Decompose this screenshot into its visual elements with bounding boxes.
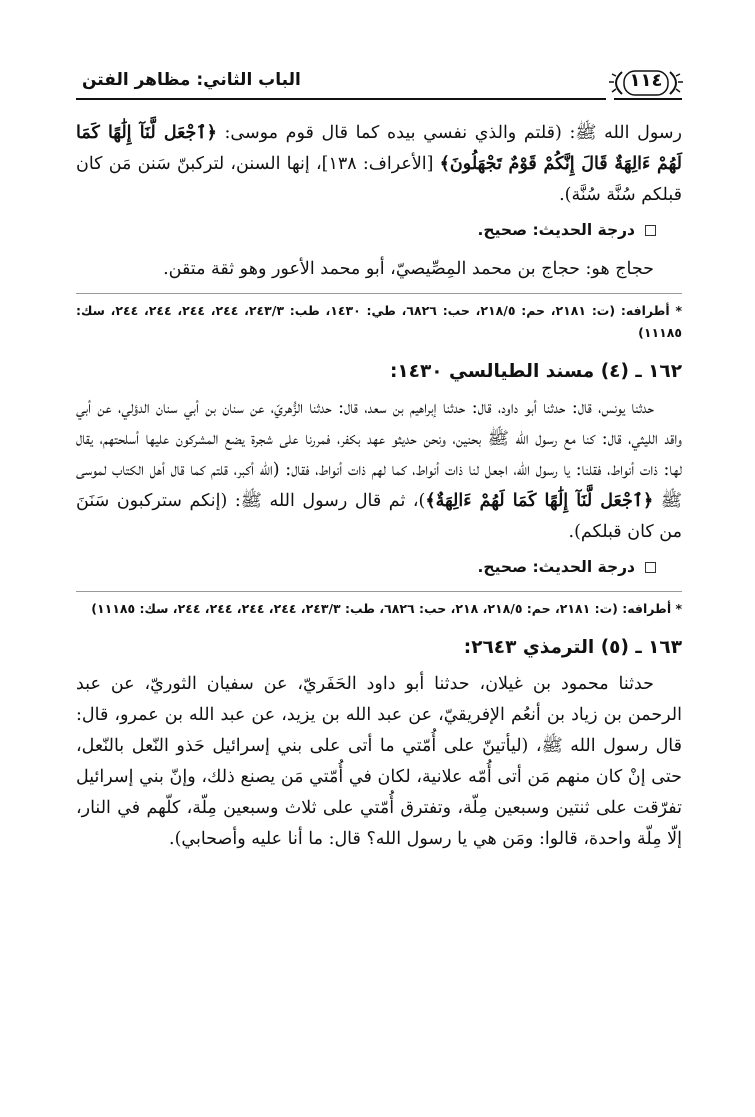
hadith-text	[76, 393, 682, 548]
quran-verse: ﴿ٱجْعَل لَّنَآ إِلَٰهًا كَمَا لَهُمْ ءَالِهَةٌ قَالَ إِنَّكُمْ قَوْمٌ تَجْهَلُونَ﴾	[76, 123, 683, 174]
square-bullet-icon	[645, 562, 656, 573]
hadith-text: حدثنا محمود بن غيلان، حدثنا أبو داود الحَفَريّ، عن سفيان الثوريّ، عن عبد الرحمن بن زياد بن أنعُم الإفريقيّ، عن عبد الله بن يزيد، عن عبد الله بن عمرو، قال: قال رسول الله ﷺ، (ليأتينّ على أُمّتي ما أتى على بني إسرائيل حَذو النّعل بالنّعل، حتى إنْ كان منهم مَن أتى أُمّه علانية، لكان في أُمّتي مَن يصنع ذلك، وإنّ بني إسرائيل تفرّقت على ثنتين وسبعين مِلّة، وتفترق أُمّتي على ثلاث وسبعين مِلّة، كلّهم في النار، إلّا مِلّة واحدة، قالوا: ومَن هي يا رسول الله؟ قال: ما أنا عليه وأصحابي).	[76, 674, 682, 849]
hadith-heading: ١٦٢ ـ (٤) مسند الطيالسي ١٤٣٠:	[389, 361, 682, 382]
hadith-grade	[76, 552, 682, 583]
continuation-text: رسول الله ﷺ: (قلتم والذي نفسي بيده كما قال قوم موسى:	[216, 123, 682, 143]
grade-text: درجة الحديث: صحيح.	[477, 221, 635, 239]
header-rule	[76, 98, 606, 100]
continuation-text-end: [الأعراف: ١٣٨]، إنها السنن، لتركبنّ سَنن مَن كان قبلكم سُنَّة سُنَّة).	[76, 154, 682, 205]
square-bullet-icon	[645, 225, 656, 236]
hadith-heading: ١٦٣ ـ (٥) الترمذي ٢٦٤٣:	[463, 637, 682, 658]
grade-text: درجة الحديث: صحيح.	[477, 558, 635, 576]
quran-verse: ﴿ٱجْعَل لَّنَآ إِلَٰهًا كَمَا لَهُمْ ءَالِهَةٌ﴾	[425, 491, 654, 511]
narrator-note: حجاج هو: حجاج بن محمد المِصِّيصيّ، أبو محمد الأعور وهو ثقة متقن.	[163, 259, 654, 279]
hadith-grade	[76, 215, 682, 246]
page-body	[76, 118, 682, 855]
page-number: ١١٤	[629, 70, 663, 91]
page-header	[76, 62, 682, 106]
references-footnote: * أطرافه: (ت: ٢١٨١، حم: ٢١٨/٥، ٢١٨، حب: ٦٨٢٦، طب: ٢٤٣/٣، ٢٤٤، ٢٤٤، ٢٤٤، ٢٤٤، سك: ١١١٨٥)	[76, 591, 682, 620]
hadith-text-end: )، ثم قال رسول الله ﷺ: (إنكم ستركبون سَنَنَ من كان قبلكم).	[76, 491, 682, 542]
continuation-paragraph	[76, 118, 682, 211]
chapter-title: الباب الثاني: مظاهر الفتن	[82, 70, 301, 90]
references-footnote: * أطرافه: (ت: ٢١٨١، حم: ٢١٨/٥، حب: ٦٨٢٦، طي: ١٤٣٠، طب: ٢٤٣/٣، ٢٤٤، ٢٤٤، ٢٤٤، ٢٤٤، سك: ١١١٨٥)	[76, 293, 682, 344]
header-rule-right	[614, 98, 682, 100]
hadith-text-part: حدثنا يونس، قال: حدثنا أبو داود، قال: حدثنا إبراهيم بن سعد، قال: حدثنا الزُّهريّ، عن سنان بن أبي سنان الدؤلي، عن أبي واقد الليثي، قال: كنا مع رسول الله ﷺ بحنين، ونحن حديثو عهد بكفر، فمررنا على شجرة يضع المشركون عليها أسلحتهم، يقال لها: ذات أنواط، فقلنا: يا رسول الله، اجعل لنا ذات أنواط، كما لهم ذات أنواط، فقال: (الله أكبر، قلتم كما قال أهل الكتاب لموسى ﷺ	[76, 398, 682, 511]
